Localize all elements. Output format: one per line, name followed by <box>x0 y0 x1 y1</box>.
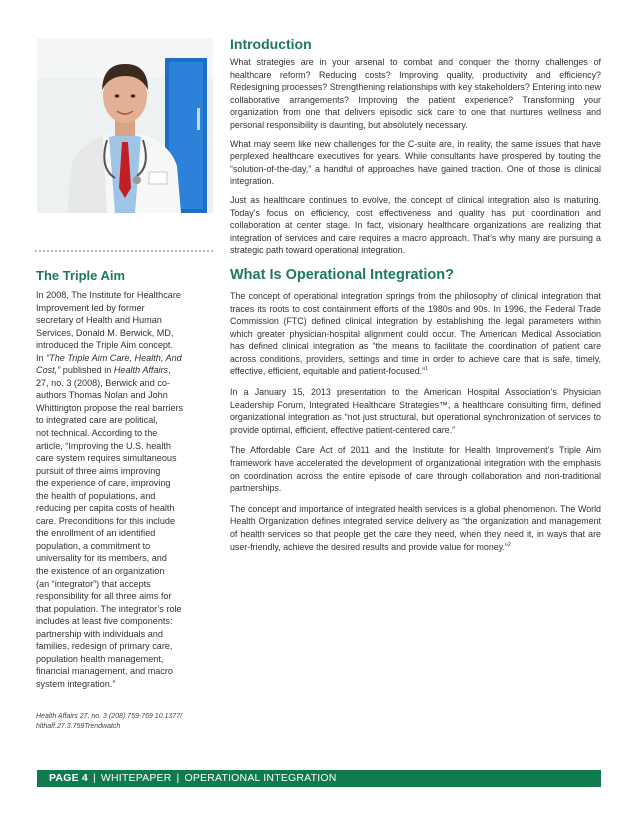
sidebar-line <box>36 352 218 365</box>
sidebar-text: secretary of Health and Human <box>36 315 162 326</box>
sidebar-text: the existence of an organization <box>36 566 165 577</box>
opint-paragraph <box>230 386 601 436</box>
sidebar-text: , <box>168 365 171 376</box>
sidebar-line <box>36 615 218 628</box>
sidebar-line <box>36 327 218 340</box>
sidebar-text: authors Thomas Nolan and John <box>36 390 168 401</box>
sidebar-text: care system requires simultaneous <box>36 453 177 464</box>
sidebar-line <box>36 590 218 603</box>
sidebar-text: to integrated care are political, <box>36 415 158 426</box>
footnote-line: Health Affairs 27, no. 3 (208) 759-769 10.1377/ <box>36 713 183 720</box>
doctor-illustration <box>37 38 213 213</box>
sidebar-text: Whittington propose the real barriers <box>36 402 184 413</box>
sidebar-line <box>36 314 218 327</box>
sidebar-line <box>36 377 218 390</box>
intro-paragraph: What strategies are in your arsenal to combat and conquer the thorny challenges of healthcare reform? Reducing costs? Improving quality, productivity and efficiency? Redesigning processes? Strengthening relationships with key stakeholders? Entering into new collaborative arrangements? Improving the patient experience? Transforming your organization from one that delivers episodic sick care to one that nurtures wellness and personal responsibility is daunting, but absolutely necessary. <box>230 57 601 130</box>
sidebar-body <box>36 289 218 691</box>
sidebar-text: Health Affairs <box>113 365 169 376</box>
sidebar-footnote <box>36 712 216 731</box>
sidebar-text: partnership with individuals and <box>36 628 163 639</box>
sidebar-text: responsibility for all three aims for <box>36 591 172 602</box>
footer-doc-type: WHITEPAPER <box>100 772 172 784</box>
opint-paragraph-text: The Affordable Care Act of 2011 and the Institute for Health Improvement’s Triple Aim framework have accelerated the development of organizational integration with the emphasis on coordination across the entire episode of care through collaboration and non-traditional partnerships. <box>230 445 601 494</box>
citation-marker: 2 <box>507 541 511 548</box>
sidebar-line <box>36 339 218 352</box>
sidebar-divider <box>35 250 213 252</box>
sidebar-text: In <box>36 352 47 363</box>
sidebar-text: not technical. According to the <box>36 428 158 439</box>
sidebar-text: includes at least five components: <box>36 616 173 627</box>
sidebar-line <box>36 552 218 565</box>
opint-paragraph <box>230 290 601 378</box>
sidebar-text: that population. The integrator’s role <box>36 603 182 614</box>
intro-paragraph: Just as healthcare continues to evolve, the concept of clinical integration also is maturing. Today’s focus on efficiency, cost effectiveness and quality has put coordination and collaboration at center stage. In fact, visionary healthcare organizations are realizing that integration of services and care requires a macro approach. That’s why many are pursuing a strategic path toward operational integration. <box>230 194 601 256</box>
intro-paragraph: What may seem like new challenges for the C-suite are, in reality, the same issues that have perplexed healthcare executives for years. While consultants have prospered by touting the “solution-of-the-day,” a handful of approaches have gained traction. One of those is clinical integration. <box>230 138 601 187</box>
sidebar-line <box>36 540 218 553</box>
sidebar-line <box>36 565 218 578</box>
sidebar-line <box>36 640 218 653</box>
opint-paragraph-text: The concept and importance of integrated health services is a global phenomenon. The World Health Organization defines integrated service delivery as “the organization and management of health services so that people get the care they need, when they need it, in ways that are user-friendly, achieve the desired results and provide value for money.” <box>230 503 601 552</box>
sidebar-line <box>36 302 218 315</box>
sidebar-text: article, “Improving the U.S. health <box>36 440 171 451</box>
sidebar-text: 27, no. 3 (2008), Berwick and co- <box>36 377 170 388</box>
sidebar-text: the enrollment of an identified <box>36 528 156 539</box>
sidebar-text: universality for its members, and <box>36 553 167 564</box>
opint-paragraph-text: The concept of operational integration springs from the philosophy of clinical integration that traces its roots to cost containment efforts of the 1980s and 90s. In 1996, the Federal Trade Commission (FTC) defined clinical integration by establishing the legal parameters within which greater physician-hospital alignment could occur. The American Medical Association has defined clinical integration as “the means to facilitate the coordination of patient care across conditions, providers, settings and time in order to achieve care that is safe, timely, effective, efficient, equitable and patient-focused.” <box>230 290 601 377</box>
sidebar-line <box>36 477 218 490</box>
sidebar-text: population, a commitment to <box>36 540 151 551</box>
sidebar-text: introduced the Triple Aim concept. <box>36 340 173 351</box>
sidebar-line <box>36 603 218 616</box>
page-footer <box>37 770 601 787</box>
footer-separator: | <box>92 772 96 784</box>
sidebar-text: (an “integrator”) that accepts <box>36 578 151 589</box>
sidebar-line <box>36 389 218 402</box>
sidebar-text: Cost,” <box>36 365 61 376</box>
sidebar-text: financial management, and macro <box>36 666 173 677</box>
sidebar-text: In 2008, The Institute for Healthcare <box>36 290 181 300</box>
sidebar-line <box>36 653 218 666</box>
sidebar-line <box>36 427 218 440</box>
sidebar-line <box>36 515 218 528</box>
sidebar-line <box>36 527 218 540</box>
opint-paragraph <box>230 503 601 553</box>
intro-heading: Introduction <box>230 36 312 52</box>
sidebar-text: pursuit of three aims improving <box>36 465 161 476</box>
opint-paragraph-text: In a January 15, 2013 presentation to the American Hospital Association’s Physician Leadership Forum, Integrated Healthcare Strategies™, a healthcare consulting firm, defined organizational integration as “not just structural, but operational synchronization of services to provide optimal, efficient, effective patient-centered care.” <box>230 387 601 435</box>
sidebar-line <box>36 678 218 691</box>
sidebar-text: reducing per capita costs of health <box>36 503 175 514</box>
sidebar-line <box>36 440 218 453</box>
sidebar-text: care. Preconditions for this include <box>36 515 176 526</box>
sidebar-line <box>36 364 218 377</box>
sidebar-line <box>36 628 218 641</box>
sidebar-text: published in <box>60 365 114 376</box>
operational-integration-heading: What Is Operational Integration? <box>230 266 454 283</box>
citation-marker: 1 <box>425 366 429 373</box>
sidebar-line <box>36 665 218 678</box>
sidebar-line <box>36 578 218 591</box>
sidebar-text: the health of populations, and <box>36 490 156 501</box>
footer-page-number: PAGE 4 <box>49 772 88 784</box>
sidebar-text: “The Triple Aim Care, Health, And <box>46 352 182 363</box>
footnote-line: hlthaff.27.3.759Trendwatch <box>36 722 121 730</box>
sidebar-title: The Triple Aim <box>36 268 126 283</box>
sidebar-text: population health management, <box>36 653 164 664</box>
sidebar-text: Improvement led by former <box>36 302 145 313</box>
footer-separator: | <box>176 772 180 784</box>
doctor-photo <box>37 38 213 213</box>
sidebar-line <box>36 502 218 515</box>
main-column <box>230 36 601 559</box>
opint-paragraph <box>230 444 601 494</box>
footer-topic: OPERATIONAL INTEGRATION <box>184 772 337 784</box>
sidebar-line <box>36 465 218 478</box>
sidebar-text: the experience of care, improving <box>36 478 171 489</box>
sidebar-line <box>36 414 218 427</box>
sidebar-line <box>36 402 218 415</box>
sidebar-line <box>36 289 218 302</box>
sidebar-line <box>36 452 218 465</box>
sidebar-line <box>36 490 218 503</box>
sidebar-text: Services, Donald M. Berwick, MD, <box>36 327 174 338</box>
sidebar-text: families, redesign of primary care, <box>36 641 173 652</box>
sidebar-text: system integration.” <box>36 678 116 689</box>
